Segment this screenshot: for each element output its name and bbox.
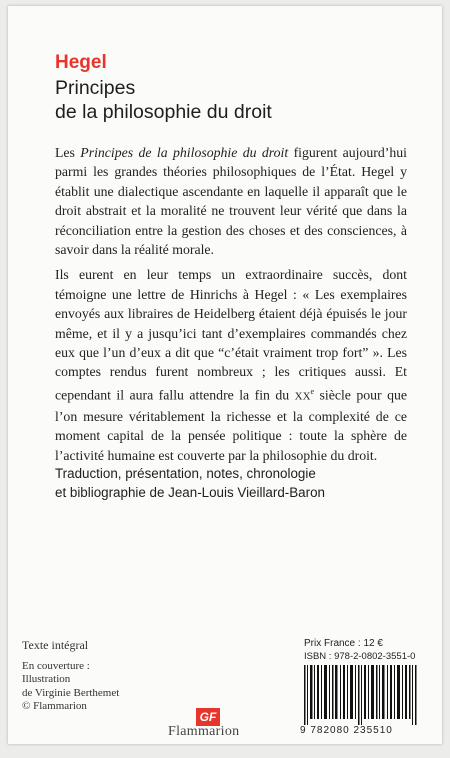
- cover-credit-artist: de Virginie Berthemet: [22, 686, 120, 699]
- blurb-p1-rest: figurent aujourd’hui parmi les grandes théories philosophiques de l’État. Hegel y établit une dialectique ascendante en laquelle il apparaît que le droit abstrait et la moralité ne trouvent leur vérité que dans la réconciliation entre la gestion des choses et des consciences, à savoir dans la réalité morale.: [55, 145, 407, 258]
- gf-logo: GF: [196, 708, 220, 726]
- barcode-icon: [298, 665, 428, 725]
- isbn-label: ISBN : 978-2-0802-3551-0: [304, 651, 416, 662]
- cover-credit-label: En couverture :: [22, 659, 90, 672]
- translator-credits: [55, 464, 415, 502]
- blurb-paragraph-2: [55, 265, 407, 465]
- author-name: Hegel: [55, 52, 107, 73]
- century-superscript: e: [310, 386, 315, 396]
- blurb-p2-part-b: siècle pour que l’on mesure véritablement la richesse et la complexité de ce moment capital de la pensée politique : toute la sphère de l’activité humaine est couverte par la philosophie du droit.: [55, 387, 408, 463]
- barcode-block: [298, 638, 434, 736]
- title-line-1: Principes: [55, 77, 136, 99]
- title-line-2: de la philosophie du droit: [55, 101, 272, 123]
- book-title: [55, 76, 272, 124]
- blurb-text: [55, 143, 407, 471]
- cover-credit-illustration: Illustration: [22, 673, 71, 685]
- blurb-p1-italic-title: Principes de la philosophie du droit: [80, 145, 289, 160]
- copyright-notice: © Flammarion: [22, 700, 87, 712]
- blurb-paragraph-1: [55, 143, 407, 259]
- barcode-digits: 9 782080 235510: [300, 725, 393, 736]
- price-label: Prix France : 12 €: [304, 638, 383, 649]
- full-text-label: Texte intégral: [22, 638, 89, 652]
- century-numeral: XX: [294, 390, 311, 403]
- blurb-p2-part-a: Ils eurent en leur temps un extraordinaire succès, dont témoigne une lettre de Hinrichs à Hegel : « Les exemplaires envoyés aux libraires de Heidelberg étaient déjà épuisés le jour même, et il y a jusqu’ici tant d’exemplaires commandés chez eux que l’un d’eux a dit que “c’était vraiment trop fort” ». Les comptes rendus furent nombreux ; les critiques aussi. Et cependant il aura fallu attendre la fin du: [55, 267, 407, 403]
- blurb-p1-intro: Les: [55, 145, 81, 160]
- credits-line-2: et bibliographie de Jean-Louis Vieillard-Baron: [55, 485, 325, 500]
- credits-line-1: Traduction, présentation, notes, chronologie: [55, 466, 316, 481]
- book-back-cover: [8, 6, 442, 744]
- cover-info: [22, 639, 222, 714]
- publisher-name: Flammarion: [168, 724, 240, 739]
